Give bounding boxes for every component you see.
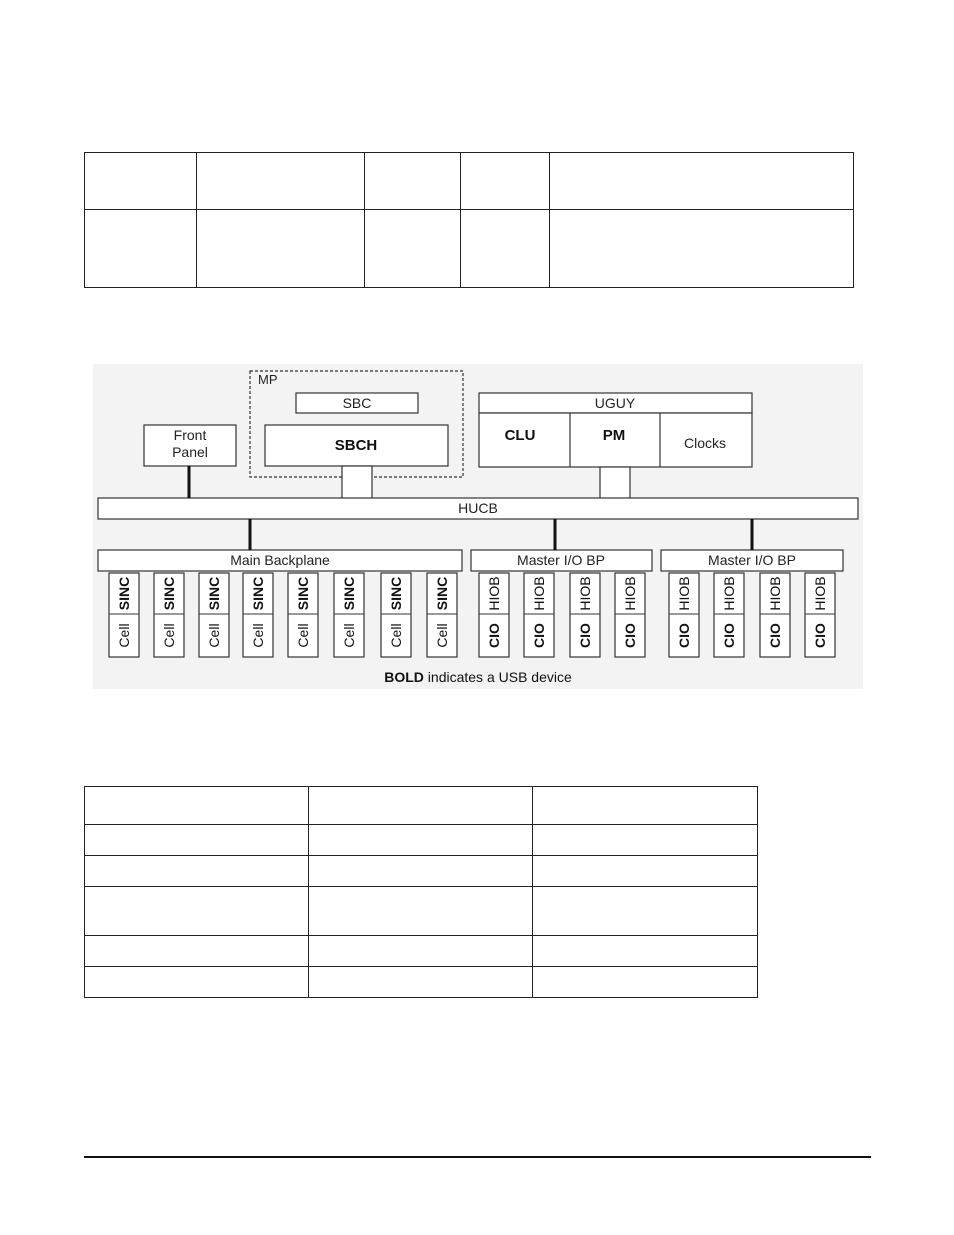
hiob-card-label: HIOB — [486, 576, 502, 611]
hiob-card-label: HIOB — [676, 576, 692, 611]
cell-card-label: Cell — [295, 623, 311, 648]
card-slot — [334, 573, 364, 657]
legend-text: indicates a USB device — [423, 669, 572, 685]
table-cell — [364, 210, 460, 288]
table-cell — [308, 825, 533, 856]
table-cell — [196, 153, 364, 210]
table-cell — [533, 967, 758, 998]
table-cell — [308, 936, 533, 967]
sinc-card-label: SINC — [250, 576, 266, 611]
front-panel-label-1: Front — [173, 427, 207, 443]
card-slot — [199, 573, 229, 657]
sbch-connector — [342, 466, 372, 499]
uguy-connector — [600, 467, 630, 499]
sinc-card-label: SINC — [295, 576, 311, 611]
table-cell — [196, 210, 364, 288]
hucb-label: HUCB — [458, 500, 498, 516]
table-cell — [460, 210, 550, 288]
sinc-card-label: SINC — [206, 576, 222, 611]
sinc-card-label: SINC — [341, 576, 357, 611]
table-cell — [85, 887, 309, 936]
table-cell — [85, 787, 309, 825]
card-slot — [760, 573, 790, 657]
cio-card-label: CIO — [531, 623, 547, 648]
card-slot — [288, 573, 318, 657]
sinc-card-label: SINC — [116, 576, 132, 611]
sinc-card-label: SINC — [388, 576, 404, 611]
table-cell — [85, 967, 309, 998]
uguy-label: UGUY — [594, 395, 636, 411]
table-cell — [85, 936, 309, 967]
table-row — [85, 887, 758, 936]
sbch-label: SBCH — [334, 437, 378, 454]
legend-bold-word: BOLD — [384, 669, 424, 685]
table-cell — [85, 210, 197, 288]
card-slot — [570, 573, 600, 657]
hiob-card-label: HIOB — [577, 576, 593, 611]
card-slot — [714, 573, 744, 657]
footer-rule — [84, 1156, 871, 1158]
cell-card-label: Cell — [116, 623, 132, 648]
sinc-card-label: SINC — [434, 576, 450, 611]
table-row — [85, 787, 758, 825]
clocks-label: Clocks — [683, 435, 727, 451]
cell-card-label: Cell — [206, 623, 222, 648]
clu-label: CLU — [504, 427, 536, 444]
table-cell — [364, 153, 460, 210]
cio-card-label: CIO — [486, 623, 502, 648]
cio-card-label: CIO — [577, 623, 593, 648]
cell-card-label: Cell — [250, 623, 266, 648]
master-io-bp-2-label: Master I/O BP — [708, 552, 796, 568]
table-cell — [533, 887, 758, 936]
table-cell — [308, 787, 533, 825]
cio-card-label: CIO — [812, 623, 828, 648]
table-row — [85, 153, 854, 210]
table-cell — [533, 787, 758, 825]
table-cell — [533, 856, 758, 887]
table-cell — [550, 210, 854, 288]
card-slot — [669, 573, 699, 657]
usb-topology-diagram — [93, 364, 863, 689]
table-row — [85, 825, 758, 856]
table-cell — [85, 825, 309, 856]
card-slot — [109, 573, 139, 657]
top-table — [84, 152, 854, 288]
main-backplane-label: Main Backplane — [230, 552, 330, 568]
table-cell — [308, 887, 533, 936]
table-cell — [85, 856, 309, 887]
hiob-card-label: HIOB — [767, 576, 783, 611]
front-panel-label-2: Panel — [172, 444, 208, 460]
table-cell — [308, 967, 533, 998]
card-slot — [154, 573, 184, 657]
table-row — [85, 967, 758, 998]
card-slot — [479, 573, 509, 657]
cio-card-label: CIO — [767, 623, 783, 648]
sinc-card-label: SINC — [161, 576, 177, 611]
usb-legend — [384, 669, 572, 685]
hiob-card-label: HIOB — [622, 576, 638, 611]
mp-label: MP — [258, 372, 278, 387]
table-row — [85, 856, 758, 887]
card-slot — [427, 573, 457, 657]
card-slot — [381, 573, 411, 657]
cio-card-label: CIO — [721, 623, 737, 648]
cell-card-label: Cell — [341, 623, 357, 648]
cell-card-label: Cell — [434, 623, 450, 648]
table-row — [85, 210, 854, 288]
table-cell — [533, 825, 758, 856]
cio-card-label: CIO — [622, 623, 638, 648]
pm-label: PM — [602, 427, 626, 444]
hiob-card-label: HIOB — [812, 576, 828, 611]
table-cell — [85, 153, 197, 210]
table-cell — [550, 153, 854, 210]
hiob-card-label: HIOB — [531, 576, 547, 611]
card-slot — [243, 573, 273, 657]
card-slot — [524, 573, 554, 657]
cell-card-label: Cell — [388, 623, 404, 648]
card-slot — [615, 573, 645, 657]
card-slot — [805, 573, 835, 657]
card-slots — [109, 573, 835, 657]
table-cell — [308, 856, 533, 887]
master-io-bp-1-label: Master I/O BP — [517, 552, 605, 568]
bottom-table — [84, 786, 758, 998]
cio-card-label: CIO — [676, 623, 692, 648]
hiob-card-label: HIOB — [721, 576, 737, 611]
table-row — [85, 936, 758, 967]
table-cell — [460, 153, 550, 210]
cell-card-label: Cell — [161, 623, 177, 648]
sbc-label: SBC — [342, 395, 372, 411]
table-cell — [533, 936, 758, 967]
